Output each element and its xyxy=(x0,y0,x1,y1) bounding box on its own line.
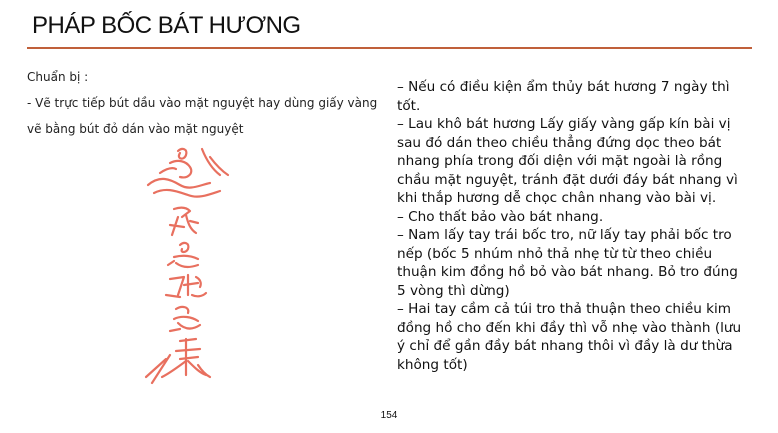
red-talisman-seal-icon xyxy=(140,145,230,390)
preparation-section xyxy=(27,64,382,142)
preparation-line-2: vẽ bằng bút đỏ dán vào mặt nguyệt xyxy=(27,122,244,136)
procedure-step-4: – Nam lấy tay trái bốc tro, nữ lấy tay phải bốc tro nếp (bốc 5 nhúm nhỏ thả nhẹ từ từ theo chiều thuận kim đồng hồ bỏ vào bát nhang. Bỏ tro đúng 5 vòng thì dừng) xyxy=(397,227,738,299)
preparation-heading: Chuẩn bị : xyxy=(27,70,89,84)
procedure-section xyxy=(397,78,747,374)
procedure-step-3: – Cho thất bảo vào bát nhang. xyxy=(397,208,604,225)
page-number: 154 xyxy=(380,410,398,421)
title-divider xyxy=(27,47,752,49)
procedure-step-2: – Lau khô bát hương Lấy giấy vàng gấp kín bài vị sau đó dán theo chiều thẳng đứng dọc theo bát nhang phía trong đối diện với mặt ngoài là rồng chầu mặt nguyệt, tránh đặt dưới đáy bát nhang vì khi thắp hương dễ chọc chân nhang vào bài vị. xyxy=(397,116,738,206)
preparation-line-1: - Vẽ trực tiếp bút dầu vào mặt nguyệt hay dùng giấy vàng xyxy=(27,96,378,110)
procedure-step-1: – Nếu có điều kiện ẩm thủy bát hương 7 ngày thì tốt. xyxy=(397,79,730,114)
slide-title: PHÁP BỐC BÁT HƯƠNG xyxy=(32,12,301,39)
procedure-step-5: – Hai tay cầm cả túi tro thả thuận theo chiều kim đồng hồ cho đến khi đầy thì vỗ nhẹ vào thành (lưu ý chỉ để gần đầy bát nhang thôi vì đầy là dư thừa không tốt) xyxy=(397,301,742,373)
